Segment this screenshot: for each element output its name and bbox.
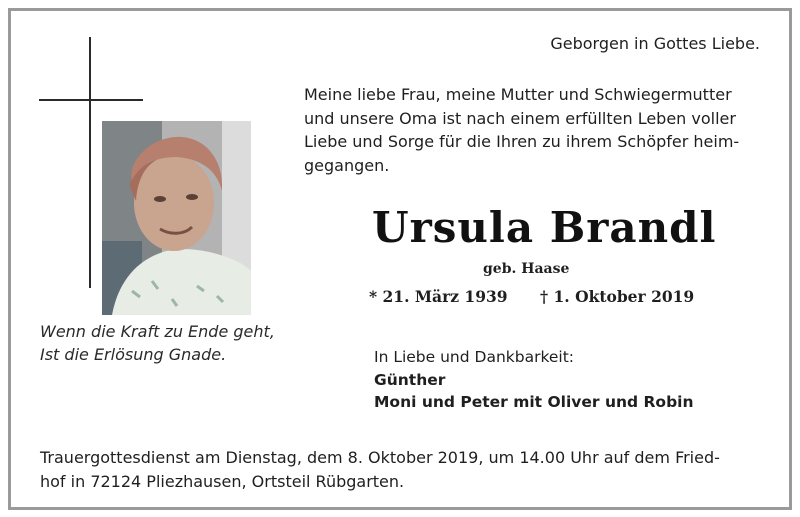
service-info bbox=[40, 446, 764, 493]
portrait-photo bbox=[102, 121, 251, 315]
portrait-image bbox=[102, 121, 251, 315]
thanks-intro: In Liebe und Dankbarkeit: bbox=[374, 348, 575, 366]
message-line: Liebe und Sorge für die Ihren zu ihrem Schöpfer heim- bbox=[304, 132, 740, 151]
quote-line: Ist die Erlösung Gnade. bbox=[40, 345, 227, 364]
death-date: † 1. Oktober 2019 bbox=[540, 287, 695, 306]
service-line: hof in 72124 Pliezhausen, Ortsteil Rübgarten. bbox=[40, 471, 405, 491]
message-line: gegangen. bbox=[304, 155, 390, 175]
birth-name: geb. Haase bbox=[483, 261, 570, 277]
service-line: Trauergottesdienst am Dienstag, dem 8. Oktober 2019, um 14.00 Uhr auf dem Fried- bbox=[40, 448, 720, 467]
message-line: und unsere Oma ist nach einem erfüllten Leben voller bbox=[304, 108, 736, 128]
message bbox=[304, 83, 762, 177]
mourner-line: Günther bbox=[374, 370, 446, 389]
quote-line: Wenn die Kraft zu Ende geht, bbox=[40, 322, 275, 341]
mourners-block bbox=[374, 346, 694, 414]
mourner-line: Moni und Peter mit Oliver und Robin bbox=[374, 393, 694, 411]
cross-icon-vertical bbox=[89, 37, 91, 288]
motto: Geborgen in Gottes Liebe. bbox=[550, 34, 760, 53]
quote bbox=[40, 320, 275, 366]
birth-date: * 21. März 1939 bbox=[369, 287, 508, 306]
message-line: Meine liebe Frau, meine Mutter und Schwiegermutter bbox=[304, 85, 732, 104]
deceased-name: Ursula Brandl bbox=[372, 203, 717, 252]
cross-icon-horizontal bbox=[39, 99, 143, 101]
